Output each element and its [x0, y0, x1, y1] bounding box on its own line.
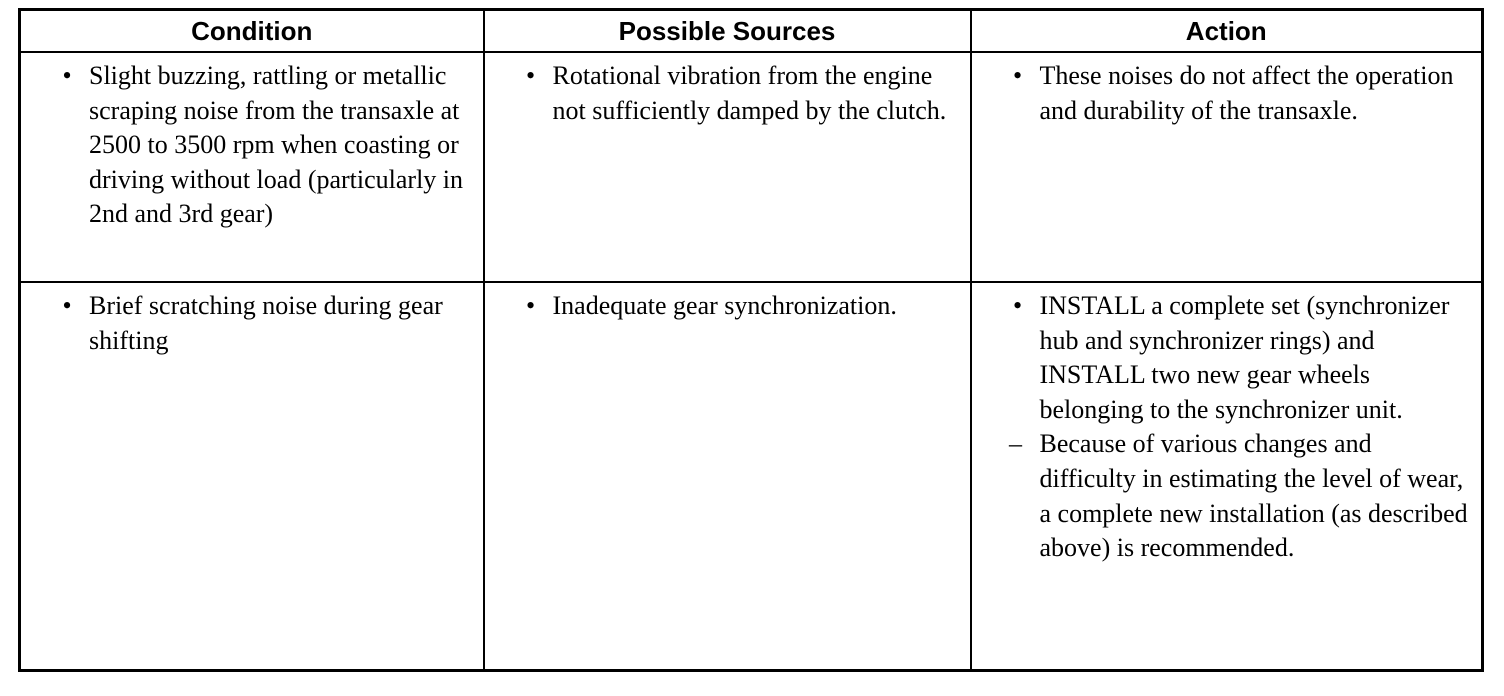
bullet-marker: • [1012, 61, 1023, 90]
header-row [20, 10, 1483, 53]
list-item [21, 289, 473, 358]
bullet-marker: • [62, 291, 72, 320]
header-condition: Condition [20, 10, 484, 53]
action-text: These noises do not affect the operation and durability of the transaxle. [1039, 61, 1454, 125]
condition-text: Slight buzzing, rattling or metallic scraping noise from the transaxle at 2500 to 3500 rpm when coasting or driving without load (particularly in 2nd and 3rd gear) [89, 61, 464, 229]
bullet-marker: • [62, 61, 72, 90]
action-text: INSTALL a complete set (synchronizer hub and synchronizer rings) and INSTALL two new gear wheels belonging to the synchronizer unit. [1039, 291, 1450, 424]
header-action: Action [971, 10, 1483, 53]
condition-text: Brief scratching noise during gear shifting [89, 291, 443, 355]
source-text: Inadequate gear synchronization. [552, 291, 897, 320]
action-note-text: Because of various changes and difficulty in estimating the level of wear, a complete new installation (as described above) is recommended. [1039, 429, 1468, 563]
dash-marker: – [1009, 429, 1022, 459]
condition-cell [20, 52, 484, 282]
table-row [20, 282, 1483, 671]
list-item [972, 427, 1472, 565]
source-text: Rotational vibration from the engine not sufficiently damped by the clutch. [552, 61, 947, 125]
list-item [485, 289, 960, 324]
bullet-marker: • [1012, 291, 1023, 320]
list-item [485, 59, 960, 128]
condition-cell [20, 282, 484, 671]
bullet-marker: • [525, 291, 536, 320]
source-cell [484, 52, 971, 282]
list-item [21, 59, 473, 232]
action-cell [971, 282, 1483, 671]
table-row [20, 52, 1483, 282]
list-item [972, 289, 1472, 427]
diagnosis-table [18, 8, 1484, 672]
source-cell [484, 282, 971, 671]
header-possible-sources: Possible Sources [484, 10, 971, 53]
bullet-marker: • [525, 61, 536, 90]
action-cell [971, 52, 1483, 282]
list-item [972, 59, 1472, 128]
